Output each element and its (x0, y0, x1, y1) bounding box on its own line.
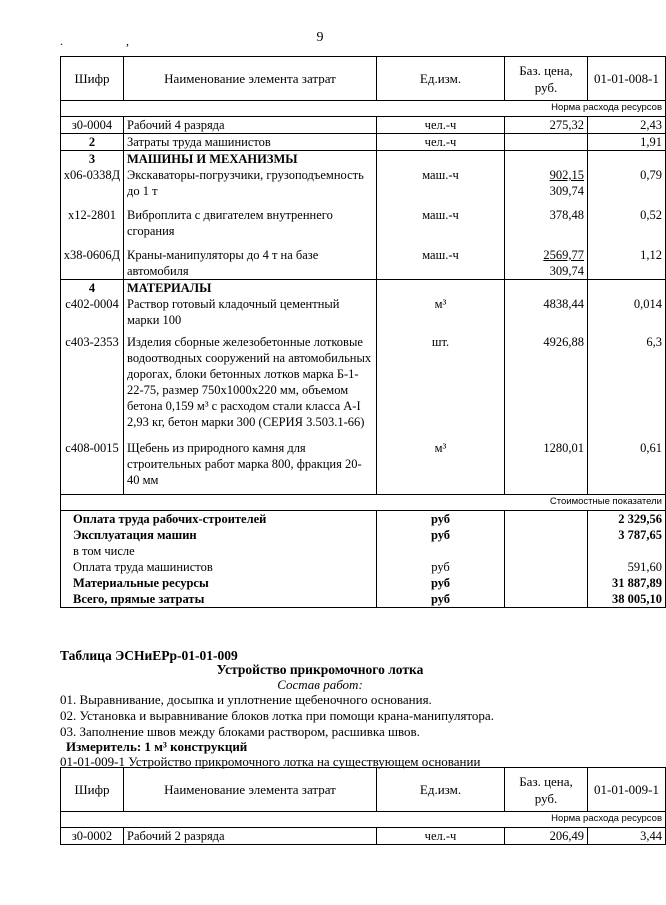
table-title: Таблица ЭСНиЕРр-01-01-009 (60, 648, 238, 663)
col-header-unit: Ед.изм. (377, 57, 505, 101)
row-value: 0,52 (588, 199, 666, 239)
table-row (61, 296, 666, 328)
row-code: х06-0338Д (61, 167, 124, 199)
col-header-price: Баз. цена, руб. (505, 57, 588, 101)
row-name: Рабочий 4 разряда (124, 117, 377, 134)
row-name: Раствор готовый кладочный цементный марки 100 (124, 296, 377, 328)
row-code: 2 (61, 134, 124, 151)
row-unit: м³ (377, 296, 505, 328)
cost-label: Стоимостные показатели (61, 495, 666, 511)
section-title: Устройство прикромочного лотка (216, 662, 424, 677)
total-name: Всего, прямые затраты (61, 591, 377, 608)
row-price: 4838,44 (505, 296, 588, 328)
page-number: 9 (316, 30, 324, 45)
total-unit: руб (377, 575, 505, 591)
work-step: 02. Установка и выравнивание блоков лотка при помощи крана-манипулятора. (60, 708, 494, 723)
row-value: 3,44 (588, 828, 666, 845)
col-header-name: Наименование элемента затрат (124, 768, 377, 812)
totals-row (61, 511, 666, 528)
row-value: 0,61 (588, 430, 666, 495)
row-unit: чел.-ч (377, 134, 505, 151)
total-unit: руб (377, 559, 505, 575)
col-header-norm-code: 01-01-008-1 (588, 57, 666, 101)
row-value: 1,91 (588, 134, 666, 151)
table-row (61, 828, 666, 845)
row-code: х12-2801 (61, 199, 124, 239)
totals-row (61, 543, 666, 559)
row-unit: маш.-ч (377, 239, 505, 280)
totals-row (61, 591, 666, 608)
total-name: Оплата труда рабочих-строителей (61, 511, 377, 528)
totals-row (61, 527, 666, 543)
table-row (61, 167, 666, 199)
total-unit: руб (377, 527, 505, 543)
row-code: с408-0015 (61, 430, 124, 495)
row-name: Рабочий 2 разряда (124, 828, 377, 845)
table-row (61, 239, 666, 280)
row-value: 6,3 (588, 328, 666, 430)
total-value: 3 787,65 (588, 527, 666, 543)
row-unit: маш.-ч (377, 199, 505, 239)
row-price: 275,32 (505, 117, 588, 134)
row-value: 0,79 (588, 167, 666, 199)
col-header-code: Шифр (61, 768, 124, 812)
row-name: Краны-манипуляторы до 4 т на базе автомобиля (124, 239, 377, 280)
col-header-code: Шифр (61, 57, 124, 101)
row-unit: чел.-ч (377, 117, 505, 134)
row-code: з0-0002 (61, 828, 124, 845)
total-unit: руб (377, 591, 505, 608)
work-step: 01. Выравнивание, досыпка и уплотнение щебеночного основания. (60, 692, 432, 707)
row-price: 378,48 (505, 199, 588, 239)
row-value: 2,43 (588, 117, 666, 134)
row-price: 1280,01 (505, 430, 588, 495)
resource-table-1 (60, 56, 666, 608)
work-step: 03. Заполнение швов между блоками раствором, расшивка швов. (60, 724, 420, 739)
col-header-norm-code: 01-01-009-1 (588, 768, 666, 812)
total-name: в том числе (61, 543, 377, 559)
table-row (61, 199, 666, 239)
row-price: 206,49 (505, 828, 588, 845)
total-value (588, 543, 666, 559)
totals-row (61, 559, 666, 575)
col-header-price: Баз. цена, руб. (505, 768, 588, 812)
section-title: МАШИНЫ И МЕХАНИЗМЫ (124, 151, 377, 168)
col-header-name: Наименование элемента затрат (124, 57, 377, 101)
section-subtitle: Состав работ: (277, 677, 363, 692)
totals-row (61, 575, 666, 591)
row-code: з0-0004 (61, 117, 124, 134)
section-title: МАТЕРИАЛЫ (124, 280, 377, 297)
row-unit: шт. (377, 328, 505, 430)
section-row (61, 280, 666, 297)
table-row (61, 134, 666, 151)
table-row (61, 430, 666, 495)
col-header-unit: Ед.изм. (377, 768, 505, 812)
row-code: 4 (61, 280, 124, 297)
row-price-secondary: 309,74 (549, 264, 584, 278)
total-unit (377, 543, 505, 559)
norm-label: Норма расхода ресурсов (61, 101, 666, 117)
row-unit: м³ (377, 430, 505, 495)
total-name: Материальные ресурсы (61, 575, 377, 591)
row-price: 4926,88 (505, 328, 588, 430)
row-name: Виброплита с двигателем внутреннего сгорания (124, 199, 377, 239)
row-name: Затраты труда машинистов (124, 134, 377, 151)
row-price (505, 134, 588, 151)
row-price: 2569,77 (543, 248, 584, 262)
total-unit: руб (377, 511, 505, 528)
row-price-secondary: 309,74 (549, 184, 584, 198)
total-value: 31 887,89 (588, 575, 666, 591)
resource-table-2 (60, 767, 666, 845)
total-name: Оплата труда машинистов (61, 559, 377, 575)
measure-unit: Измеритель: 1 м³ конструкций (66, 739, 248, 754)
total-value: 38 005,10 (588, 591, 666, 608)
row-code: с402-0004 (61, 296, 124, 328)
row-value: 0,014 (588, 296, 666, 328)
table-row (61, 117, 666, 134)
row-name: Щебень из природного камня для строительных работ марка 800, фракция 20-40 мм (124, 430, 377, 495)
section-row (61, 151, 666, 168)
row-name: Изделия сборные железобетонные лотковые водоотводных сооружений на автомобильных дорогах, блоки бетонных лотков марка Б-1-22-75, размер 750х1000х220 мм, объемом бетона 0,159 м³ с расходом стали класса А-I 2,93 кг, бетон марки 300 (СЕРИЯ 3.503.1-66) (124, 328, 377, 430)
row-value: 1,12 (588, 239, 666, 280)
variant-line: 01-01-009-1 Устройство прикромочного лотка на существующем основании (60, 754, 481, 769)
table-row (61, 328, 666, 430)
row-price: 902,15 (549, 168, 584, 182)
norm-label: Норма расхода ресурсов (61, 812, 666, 828)
row-unit: маш.-ч (377, 167, 505, 199)
row-code: с403-2353 (61, 328, 124, 430)
row-code: х38-0606Д (61, 239, 124, 280)
total-value: 591,60 (588, 559, 666, 575)
row-name: Экскаваторы-погрузчики, грузоподъемность до 1 т (124, 167, 377, 199)
row-unit: чел.-ч (377, 828, 505, 845)
header-marks: . , (60, 34, 159, 48)
row-code: 3 (61, 151, 124, 168)
total-name: Эксплуатация машин (61, 527, 377, 543)
total-value: 2 329,56 (588, 511, 666, 528)
